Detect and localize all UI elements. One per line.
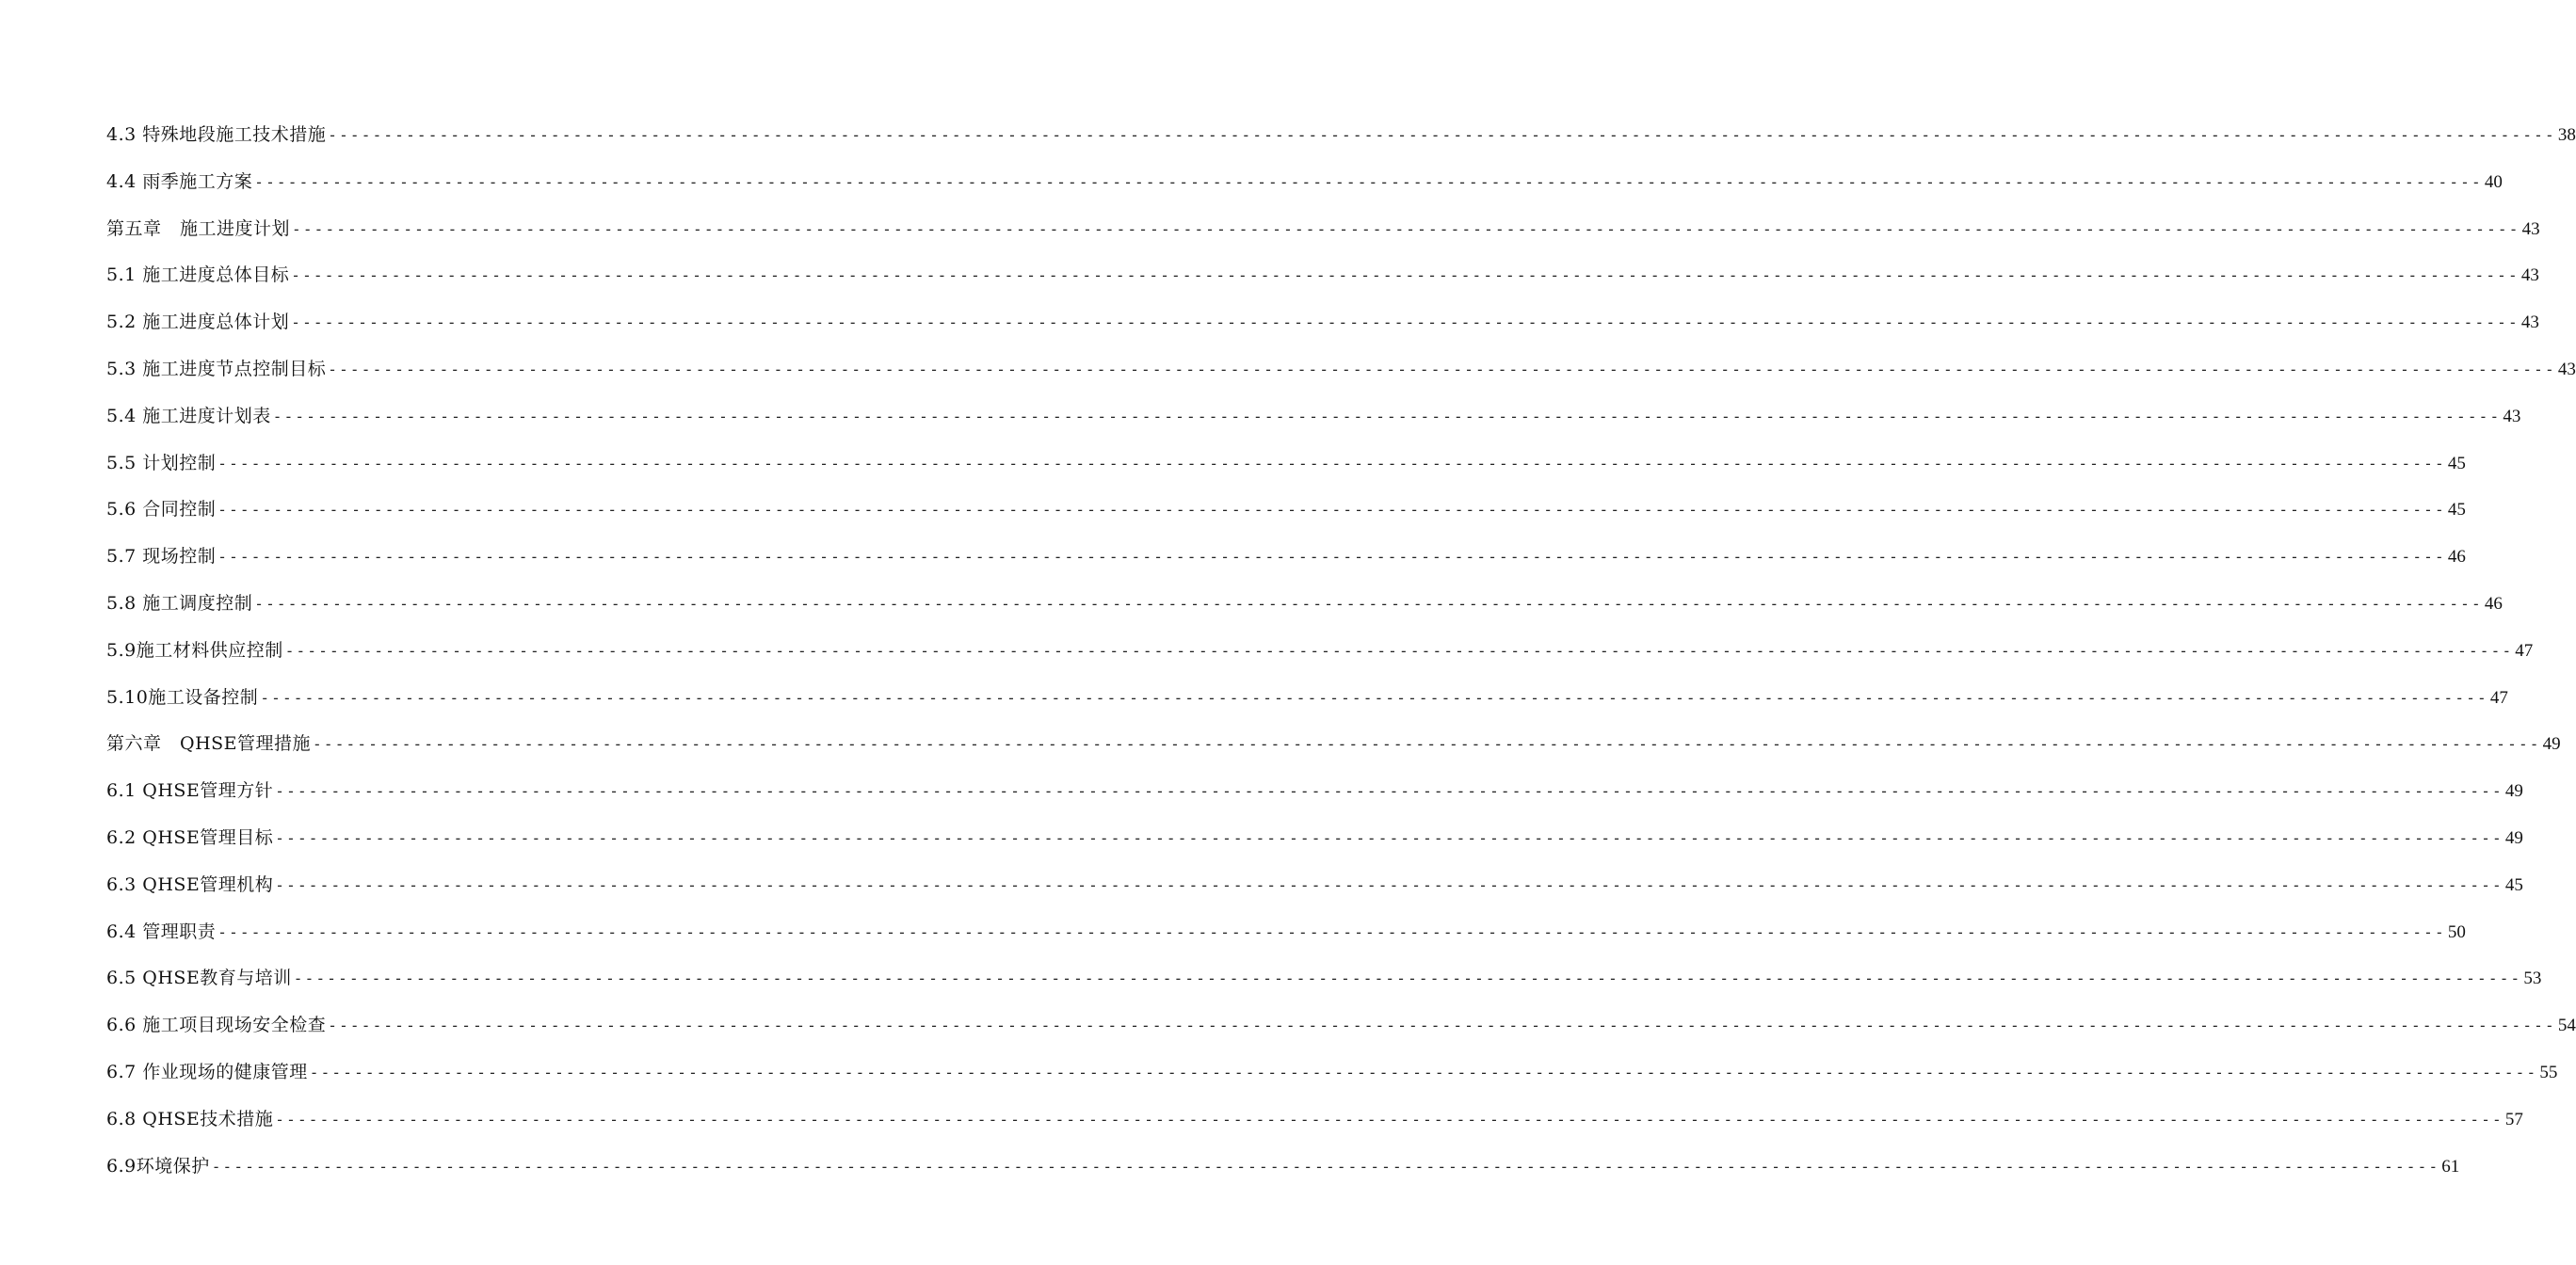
toc-dot-leader: --------------------------------------------------------------------------------------------------------------------------------------------------------------------------------------------------------	[254, 594, 2483, 613]
toc-entry-page-number: 49	[2504, 827, 2523, 848]
toc-dot-leader: --------------------------------------------------------------------------------------------------------------------------------------------------------------------------------------------------------	[328, 126, 2556, 144]
toc-entry-title: 6.1 QHSE管理方针	[106, 780, 274, 802]
toc-entry-title: 6.8 QHSE技术措施	[106, 1108, 274, 1129]
toc-entry-page-number: 45	[2504, 874, 2523, 895]
toc-entry[interactable]	[106, 120, 2576, 168]
toc-dot-leader: --------------------------------------------------------------------------------------------------------------------------------------------------------------------------------------------------------	[291, 313, 2520, 332]
toc-entry-page-number: 53	[2523, 969, 2542, 989]
toc-dot-leader: --------------------------------------------------------------------------------------------------------------------------------------------------------------------------------------------------------	[291, 266, 2520, 285]
toc-entry-page-number: 47	[2489, 687, 2508, 708]
toc-dot-leader: --------------------------------------------------------------------------------------------------------------------------------------------------------------------------------------------------------	[313, 735, 2541, 754]
toc-entry-page-number: 40	[2484, 171, 2503, 192]
toc-entry-page-number: 46	[2447, 547, 2466, 568]
toc-entry-title: 6.5 QHSE教育与培训	[106, 968, 292, 989]
toc-entry-title: 5.3 施工进度节点控制目标	[106, 358, 327, 379]
toc-entry-title: 5.8 施工调度控制	[106, 592, 253, 614]
toc-entry-page-number: 47	[2515, 640, 2534, 661]
toc-entry[interactable]	[106, 1152, 2460, 1199]
toc-entry[interactable]	[106, 355, 2576, 402]
toc-entry[interactable]	[106, 308, 2539, 355]
toc-dot-leader: --------------------------------------------------------------------------------------------------------------------------------------------------------------------------------------------------------	[211, 1157, 2440, 1176]
toc-entry-title: 5.5 计划控制	[106, 452, 217, 473]
toc-entry-title: 6.6 施工项目现场安全检查	[106, 1015, 327, 1036]
toc-entry-page-number: 55	[2539, 1062, 2558, 1082]
toc-entry-page-number: 61	[2441, 1156, 2460, 1177]
toc-entry-title: 6.7 作业现场的健康管理	[106, 1061, 308, 1082]
toc-entry-title: 5.6 合同控制	[106, 499, 217, 520]
toc-entry-page-number: 54	[2557, 1016, 2576, 1036]
toc-entry[interactable]	[106, 495, 2466, 542]
toc-entry[interactable]	[106, 1105, 2523, 1152]
toc-entry-page-number: 43	[2521, 218, 2540, 239]
toc-entry[interactable]	[106, 168, 2503, 215]
toc-entry[interactable]	[106, 964, 2542, 1011]
toc-dot-leader: --------------------------------------------------------------------------------------------------------------------------------------------------------------------------------------------------------	[275, 828, 2504, 847]
toc-entry-title: 5.2 施工进度总体计划	[106, 312, 290, 333]
toc-entry[interactable]	[106, 918, 2466, 965]
toc-entry-title: 6.3 QHSE管理机构	[106, 873, 274, 895]
toc-entry-title: 5.9施工材料供应控制	[106, 639, 283, 661]
toc-entry[interactable]	[106, 542, 2466, 589]
toc-entry-title: 6.9环境保护	[106, 1155, 210, 1177]
toc-entry-page-number: 45	[2447, 453, 2466, 473]
toc-entry-page-number: 43	[2520, 265, 2539, 286]
toc-entry-page-number: 38	[2557, 125, 2576, 145]
toc-entry-title: 第五章 施工进度计划	[106, 217, 291, 239]
toc-entry-page-number: 50	[2447, 921, 2466, 942]
toc-dot-leader: --------------------------------------------------------------------------------------------------------------------------------------------------------------------------------------------------------	[309, 1063, 2538, 1081]
toc-entry-title: 5.7 现场控制	[106, 546, 217, 568]
toc-dot-leader: --------------------------------------------------------------------------------------------------------------------------------------------------------------------------------------------------------	[217, 501, 2446, 520]
toc-dot-leader: --------------------------------------------------------------------------------------------------------------------------------------------------------------------------------------------------------	[275, 782, 2504, 801]
toc-entry-title: 5.4 施工进度计划表	[106, 405, 271, 426]
toc-entry[interactable]	[106, 636, 2534, 683]
toc-entry[interactable]	[106, 871, 2523, 918]
toc-entry-page-number: 49	[2542, 734, 2561, 755]
toc-entry-title: 6.4 管理职责	[106, 921, 217, 942]
toc-entry-page-number: 46	[2484, 593, 2503, 614]
toc-dot-leader: --------------------------------------------------------------------------------------------------------------------------------------------------------------------------------------------------------	[254, 172, 2483, 191]
toc-entry[interactable]	[106, 683, 2508, 730]
toc-entry[interactable]	[106, 589, 2503, 636]
table-of-contents	[106, 120, 2576, 1198]
toc-dot-leader: --------------------------------------------------------------------------------------------------------------------------------------------------------------------------------------------------------	[260, 688, 2488, 707]
toc-entry-page-number: 43	[2520, 312, 2539, 333]
toc-entry-title: 5.10施工设备控制	[106, 686, 259, 708]
toc-entry-title: 第六章 QHSE管理措施	[106, 733, 312, 755]
toc-entry[interactable]	[106, 261, 2539, 308]
toc-entry[interactable]	[106, 402, 2521, 449]
toc-dot-leader: --------------------------------------------------------------------------------------------------------------------------------------------------------------------------------------------------------	[272, 407, 2502, 425]
toc-entry[interactable]	[106, 1011, 2576, 1058]
toc-entry-page-number: 57	[2504, 1109, 2523, 1129]
toc-entry-page-number: 43	[2503, 406, 2521, 426]
toc-entry-title: 5.1 施工进度总体目标	[106, 264, 290, 286]
toc-entry[interactable]	[106, 1058, 2558, 1105]
toc-dot-leader: --------------------------------------------------------------------------------------------------------------------------------------------------------------------------------------------------------	[275, 875, 2504, 894]
toc-entry[interactable]	[106, 449, 2466, 496]
toc-entry[interactable]	[106, 824, 2523, 871]
toc-dot-leader: --------------------------------------------------------------------------------------------------------------------------------------------------------------------------------------------------------	[284, 641, 2514, 660]
toc-dot-leader: --------------------------------------------------------------------------------------------------------------------------------------------------------------------------------------------------------	[293, 969, 2522, 988]
toc-entry-title: 6.2 QHSE管理目标	[106, 826, 274, 848]
toc-dot-leader: --------------------------------------------------------------------------------------------------------------------------------------------------------------------------------------------------------	[292, 219, 2520, 238]
toc-dot-leader: --------------------------------------------------------------------------------------------------------------------------------------------------------------------------------------------------------	[217, 454, 2446, 472]
toc-dot-leader: --------------------------------------------------------------------------------------------------------------------------------------------------------------------------------------------------------	[275, 1110, 2504, 1129]
toc-entry[interactable]	[106, 777, 2523, 824]
toc-entry-page-number: 43	[2557, 359, 2576, 379]
toc-entry-title: 4.4 雨季施工方案	[106, 170, 253, 192]
toc-entry[interactable]	[106, 729, 2561, 777]
toc-dot-leader: --------------------------------------------------------------------------------------------------------------------------------------------------------------------------------------------------------	[328, 1017, 2556, 1035]
toc-dot-leader: --------------------------------------------------------------------------------------------------------------------------------------------------------------------------------------------------------	[217, 922, 2446, 941]
toc-dot-leader: --------------------------------------------------------------------------------------------------------------------------------------------------------------------------------------------------------	[328, 360, 2556, 378]
toc-entry-page-number: 49	[2504, 781, 2523, 802]
toc-dot-leader: --------------------------------------------------------------------------------------------------------------------------------------------------------------------------------------------------------	[217, 548, 2446, 567]
toc-entry[interactable]	[106, 215, 2540, 262]
toc-entry-page-number: 45	[2447, 500, 2466, 520]
toc-entry-title: 4.3 特殊地段施工技术措施	[106, 124, 327, 145]
